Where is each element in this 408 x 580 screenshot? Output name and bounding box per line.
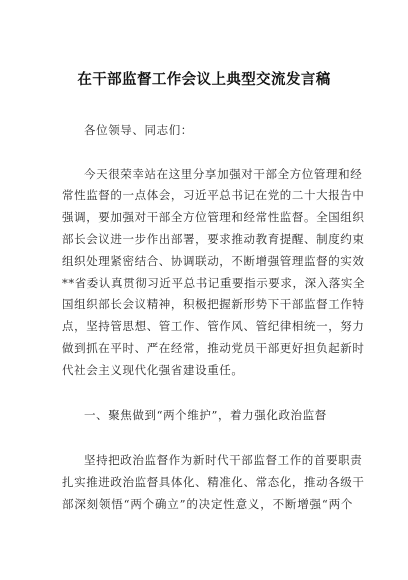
paragraph-line: 点，坚持管思想、管工作、管作风、管纪律相统一，努力 [62,319,365,333]
paragraph-line: 做到抓在平时、严在经常，推动党员干部更好担负起新时 [62,341,365,355]
paragraph-line: 国组织部长会议精神，积极把握新形势下干部监督工作特 [62,297,365,311]
paragraph-line: 部长会议进一步作出部署，要求推动教育提醒、制度约束 [62,232,365,246]
paragraph-line: **省委认真贯彻习近平总书记重要指示要求，深入落实全 [62,276,366,290]
paragraph-line: 强调，要加强对干部全方位管理和经常性监督。全国组织 [62,210,365,224]
paragraph-line: 扎实推进政治监督具体化、精准化、常态化，推动各级干 [62,475,365,489]
document-title: 在干部监督工作会议上典型交流发言稿 [77,72,331,88]
paragraph-line: 今天很荣幸站在这里分享加强对干部全方位管理和经 [84,167,363,181]
paragraph-line: 坚持把政治监督作为新时代干部监督工作的首要职责 [84,453,363,467]
section-heading: 一、聚焦做到“两个维护”，着力强化政治监督 [84,408,327,422]
paragraph-line: 组织处理紧密结合、协调联动，不断增强管理监督的实效 [62,254,365,268]
paragraph-line: 部深刻领悟“两个确立”的决定性意义，不断增强“两个 [62,497,353,511]
paragraph-line: 常性监督的一点体会，习近平总书记在党的二十大报告中 [62,188,365,202]
greeting: 各位领导、同志们： [84,123,193,137]
paragraph-line: 代社会主义现代化强省建设重任。 [62,363,244,377]
